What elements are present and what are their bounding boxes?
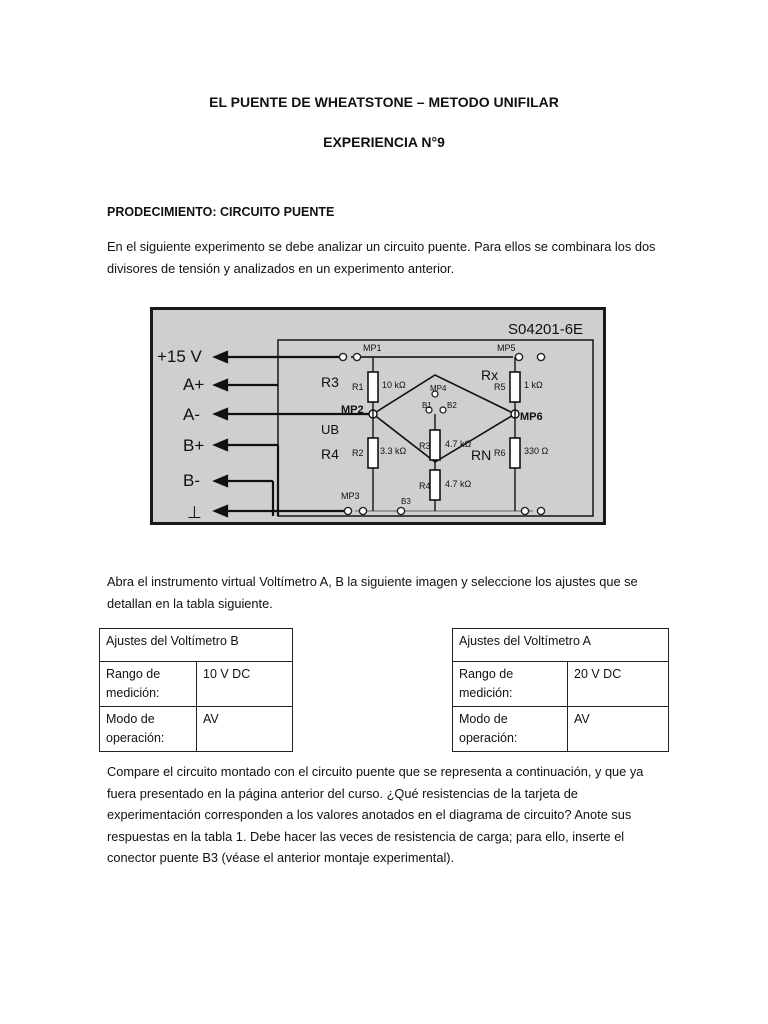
- label-b1: B1: [422, 401, 432, 410]
- setting-value: AV: [568, 707, 669, 752]
- setting-label: Rango de medición:: [100, 662, 197, 707]
- resistor-r4: [430, 470, 440, 500]
- mp1-node: [339, 353, 346, 360]
- label-r5: R5: [494, 382, 506, 392]
- resistor-r2: [368, 438, 378, 468]
- table-row: [100, 707, 293, 752]
- label-mp6: MP6: [520, 411, 543, 423]
- resistor-r6: [510, 438, 520, 468]
- label-r2: R2: [352, 448, 364, 458]
- table-header: Ajustes del Voltímetro B: [100, 629, 293, 662]
- board-code: S04201-6E: [508, 321, 584, 338]
- label-b3: B3: [401, 497, 411, 506]
- resistor-r5: [510, 372, 520, 402]
- value-r6: 330 Ω: [524, 446, 549, 456]
- label-mp2: MP2: [341, 404, 364, 416]
- terminal-a-plus: A+: [183, 375, 205, 394]
- setting-value: 20 V DC: [568, 662, 669, 707]
- section-heading: PRODECIMIENTO: CIRCUITO PUENTE: [107, 205, 335, 219]
- resistor-r1: [368, 372, 378, 402]
- label-r1: R1: [352, 382, 364, 392]
- voltmeter-a-settings-table: [452, 628, 669, 752]
- terminal-a-minus: A-: [183, 405, 200, 424]
- label-r3-big: R3: [321, 374, 339, 390]
- setting-label: Modo de operación:: [453, 707, 568, 752]
- label-mp5: MP5: [497, 343, 516, 353]
- label-r4: R4: [419, 481, 431, 491]
- label-mp1: MP1: [363, 343, 382, 353]
- terminal-ground: ⊥: [187, 503, 202, 522]
- terminal-b-minus: B-: [183, 471, 200, 490]
- table-header: Ajustes del Voltímetro A: [453, 629, 669, 662]
- voltmeter-b-settings-table: [99, 628, 293, 752]
- label-b2: B2: [447, 401, 457, 410]
- label-r6: R6: [494, 448, 506, 458]
- label-r3: R3: [419, 441, 431, 451]
- value-r3: 4.7 kΩ: [445, 439, 472, 449]
- terminal-plus15v: +15 V: [157, 347, 202, 366]
- label-r4-big: R4: [321, 446, 339, 462]
- table-row: [453, 662, 669, 707]
- document-subtitle: EXPERIENCIA N°9: [323, 134, 445, 150]
- setting-value: 10 V DC: [197, 662, 293, 707]
- table-row: [100, 662, 293, 707]
- label-ub: UB: [321, 422, 340, 437]
- circuit-board-figure: [150, 307, 606, 525]
- value-r5: 1 kΩ: [524, 380, 543, 390]
- instructions-paragraph: Abra el instrumento virtual Voltímetro A, B la siguiente imagen y seleccione los ajustes que se detallan en la tabla siguiente.: [107, 574, 638, 611]
- setting-label: Rango de medición:: [453, 662, 568, 707]
- label-mp3: MP3: [341, 491, 360, 501]
- setting-value: AV: [197, 707, 293, 752]
- circuit-board-diagram: [153, 310, 603, 522]
- document-title: EL PUENTE DE WHEATSTONE – METODO UNIFILAR: [209, 94, 559, 110]
- compare-paragraph: Compare el circuito montado con el circuito puente que se representa a continuación, y que ya fuera presentado en la página anterior del curso. ¿Qué resistencias de la tarjeta de experimentación corresponden a los valores anotados en el diagrama de circuito? Anote sus respuestas en la tabla 1. Debe hacer las veces de resistencia de carga; para ello, inserte el conector puente B3 (véase el anterior montaje experimental).: [107, 764, 644, 865]
- value-r2: 3.3 kΩ: [380, 446, 407, 456]
- label-rx: Rx: [481, 367, 499, 383]
- terminal-b-plus: B+: [183, 436, 205, 455]
- setting-label: Modo de operación:: [100, 707, 197, 752]
- label-mp4: MP4: [430, 384, 447, 393]
- value-r4: 4.7 kΩ: [445, 479, 472, 489]
- value-r1: 10 kΩ: [382, 380, 406, 390]
- label-rn: RN: [471, 447, 492, 463]
- table-row: [453, 707, 669, 752]
- intro-paragraph: En el siguiente experimento se debe analizar un circuito puente. Para ellos se combinara los dos divisores de tensión y analizados en un experimento anterior.: [107, 239, 656, 276]
- resistor-r3: [430, 430, 440, 460]
